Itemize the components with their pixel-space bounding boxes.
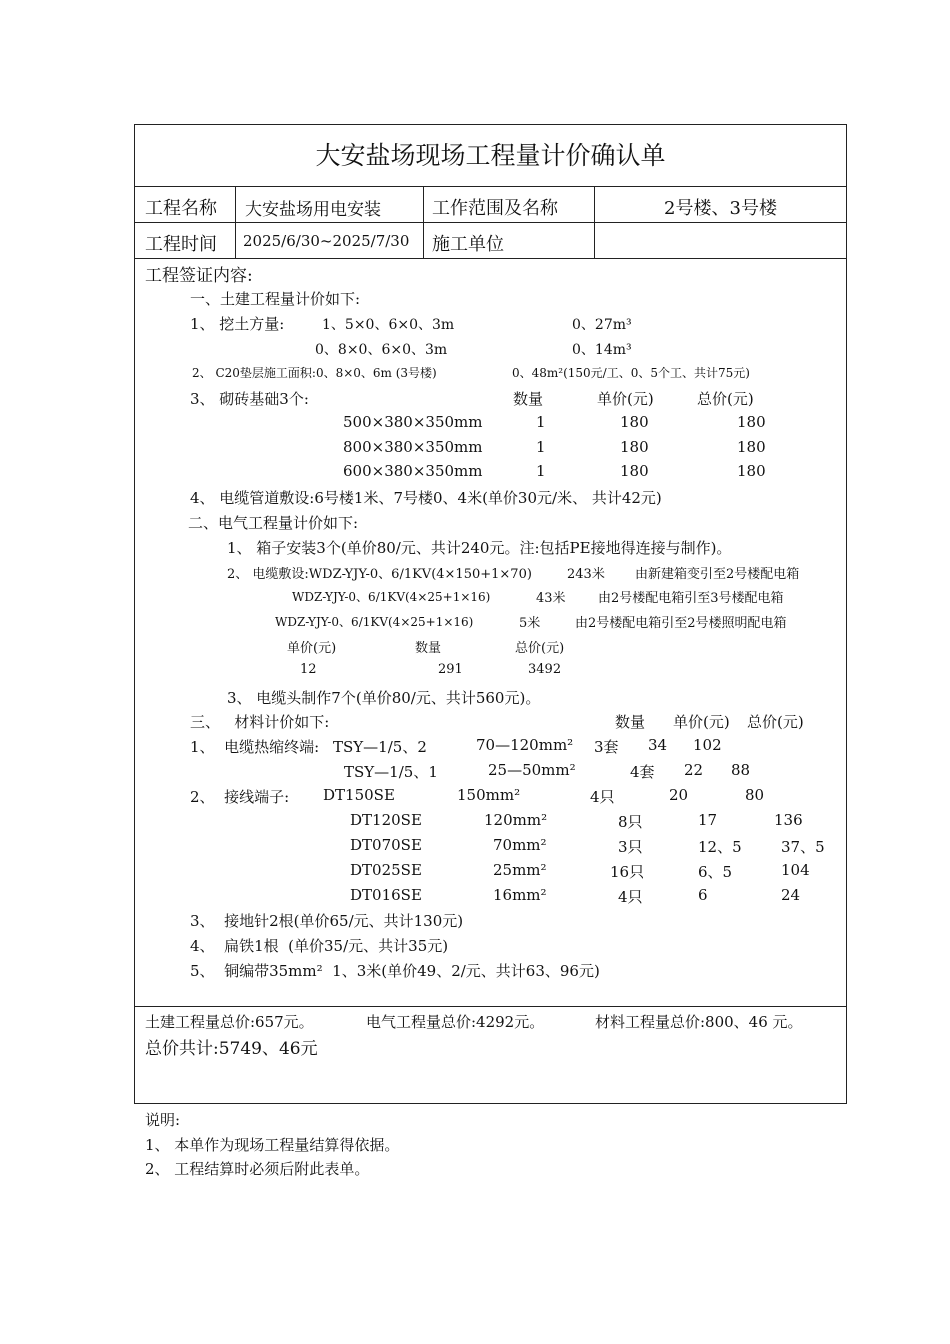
brick-size: 500×380×350mm: [343, 413, 483, 431]
materials-header-qty: 数量: [615, 713, 646, 731]
brick-total: 180: [737, 438, 766, 456]
time-label: 工程时间: [145, 234, 217, 255]
brick-header-total: 总价(元): [697, 390, 754, 408]
ground-rod-text: 3、 接地针2根(单价65/元、共计130元): [190, 912, 464, 930]
term-spec: 70—120mm²: [476, 736, 574, 754]
lugs-label: 2、 接线端子:: [190, 788, 290, 806]
lug-qty: 3只: [618, 838, 643, 856]
brick-price: 180: [620, 413, 649, 431]
cable-heads-text: 3、 电缆头制作7个(单价80/元、共计560元)。: [227, 689, 541, 707]
box-text: 1、 箱子安装3个(单价80/元、共计240元。注:包括PE接地得连接与制作)。: [227, 539, 732, 557]
lug-price: 6、5: [698, 863, 733, 881]
term-model: TSY—1/5、2: [333, 738, 427, 756]
unit-label: 施工单位: [432, 234, 504, 255]
lug-total: 80: [745, 786, 765, 804]
project-name-label: 工程名称: [145, 198, 217, 219]
cable-desc-3: 由2号楼配电箱引至2号楼照明配电箱: [575, 616, 787, 631]
col-divider-1: [235, 186, 236, 258]
lug-total: 24: [781, 886, 801, 904]
c20-detail: 0、48m²(150元/工、0、5个工、共计75元): [512, 366, 750, 380]
civil-total: 土建工程量总价:657元。: [145, 1013, 314, 1031]
lug-price: 12、5: [698, 838, 742, 856]
lug-model: DT016SE: [350, 886, 422, 904]
lug-qty: 16只: [610, 863, 645, 881]
term-model: TSY—1/5、1: [344, 763, 438, 781]
cable-total: 3492: [528, 662, 562, 677]
divider-totals: [134, 1006, 847, 1007]
cable-desc-1: 由新建箱变引至2号楼配电箱: [635, 567, 800, 582]
lug-spec: 25mm²: [493, 861, 547, 879]
lug-qty: 4只: [590, 788, 615, 806]
cable-len-1: 243米: [567, 567, 605, 582]
grand-total: 总价共计:5749、46元: [145, 1039, 318, 1059]
brick-size: 600×380×350mm: [343, 462, 483, 480]
lug-price: 6: [698, 886, 708, 904]
materials-title: 三、 材料计价如下:: [190, 713, 330, 731]
brick-qty: 1: [536, 438, 546, 456]
cable-spec-1: 2、 电缆敷设:WDZ-YJY-0、6/1KV(4×150+1×70): [227, 567, 532, 582]
brick-total: 180: [737, 462, 766, 480]
excavation-label: 1、 挖土方量:: [190, 315, 285, 333]
lug-qty: 8只: [618, 813, 643, 831]
term-total: 88: [731, 761, 751, 779]
lug-model: DT150SE: [323, 786, 395, 804]
cable-header-total: 总价(元): [515, 641, 565, 656]
cable-spec-3: WDZ-YJY-0、6/1KV(4×25+1×16): [275, 615, 474, 629]
materials-total: 材料工程量总价:800、46 元。: [595, 1013, 803, 1031]
col-divider-2: [423, 186, 424, 258]
c20-text: 2、 C20垫层施工面积:0、8×0、6m (3号楼): [192, 366, 437, 380]
term-qty: 4套: [630, 763, 655, 781]
cable-len-2: 43米: [536, 591, 566, 606]
scope-label: 工作范围及名称: [432, 198, 558, 219]
note-item: 1、 本单作为现场工程量结算得依据。: [145, 1136, 400, 1154]
brick-header-price: 单价(元): [597, 390, 654, 408]
term-total: 102: [693, 736, 722, 754]
pipe-text: 4、 电缆管道敷设:6号楼1米、7号楼0、4米(单价30元/米、 共计42元): [190, 489, 662, 507]
cable-desc-2: 由2号楼配电箱引至3号楼配电箱: [598, 591, 784, 606]
lug-total: 136: [774, 811, 803, 829]
brick-price: 180: [620, 462, 649, 480]
lug-model: DT025SE: [350, 861, 422, 879]
note-item: 2、 工程结算时必须后附此表单。: [145, 1160, 370, 1178]
cable-len-3: 5米: [519, 616, 541, 631]
lug-model: DT120SE: [350, 811, 422, 829]
brick-total: 180: [737, 413, 766, 431]
cable-qty: 291: [438, 662, 463, 677]
lug-total: 37、5: [781, 838, 825, 856]
divider-title: [134, 186, 847, 187]
divider-row2: [134, 258, 847, 259]
cable-spec-2: WDZ-YJY-0、6/1KV(4×25+1×16): [292, 590, 491, 604]
excavation-dim-2: 0、8×0、6×0、3m: [315, 342, 448, 358]
electrical-total: 电气工程量总价:4292元。: [366, 1013, 545, 1031]
term-qty: 3套: [594, 738, 619, 756]
term-price: 34: [648, 736, 668, 754]
brick-label: 3、 砌砖基础3个:: [190, 390, 309, 408]
brick-price: 180: [620, 438, 649, 456]
page-title: 大安盐场现场工程量计价确认单: [315, 141, 666, 170]
lug-model: DT070SE: [350, 836, 422, 854]
lug-spec: 150mm²: [457, 786, 521, 804]
term-spec: 25—50mm²: [488, 761, 576, 779]
divider-row1: [134, 222, 847, 223]
content-label: 工程签证内容:: [145, 266, 253, 286]
excavation-val-2: 0、14m³: [572, 342, 632, 358]
electrical-title: 二、电气工程量计价如下:: [188, 514, 359, 532]
excavation-val-1: 0、27m³: [572, 317, 632, 333]
materials-header-price: 单价(元): [673, 713, 730, 731]
cable-header-qty: 数量: [415, 641, 442, 656]
excavation-dim-1: 1、5×0、6×0、3m: [322, 317, 455, 333]
project-name-value: 大安盐场用电安装: [245, 200, 381, 220]
brick-header-qty: 数量: [513, 390, 544, 408]
copper-strap-text: 5、 铜编带35mm² 1、3米(单价49、2/元、共计63、96元): [190, 962, 600, 980]
lug-spec: 70mm²: [493, 836, 547, 854]
flat-iron-text: 4、 扁铁1根 (单价35/元、共计35元): [190, 937, 449, 955]
brick-size: 800×380×350mm: [343, 438, 483, 456]
cable-price: 12: [300, 662, 317, 677]
brick-qty: 1: [536, 413, 546, 431]
cable-header-price: 单价(元): [287, 641, 337, 656]
scope-value: 2号楼、3号楼: [664, 198, 777, 219]
lug-spec: 16mm²: [493, 886, 547, 904]
term-label: 1、 电缆热缩终端:: [190, 738, 320, 756]
civil-title: 一、土建工程量计价如下:: [190, 290, 361, 308]
lug-qty: 4只: [618, 888, 643, 906]
materials-header-total: 总价(元): [747, 713, 804, 731]
time-value: 2025/6/30~2025/7/30: [243, 232, 410, 250]
notes-label: 说明:: [145, 1111, 181, 1129]
lug-spec: 120mm²: [484, 811, 548, 829]
lug-price: 20: [669, 786, 689, 804]
lug-price: 17: [698, 811, 718, 829]
term-price: 22: [684, 761, 704, 779]
lug-total: 104: [781, 861, 810, 879]
brick-qty: 1: [536, 462, 546, 480]
